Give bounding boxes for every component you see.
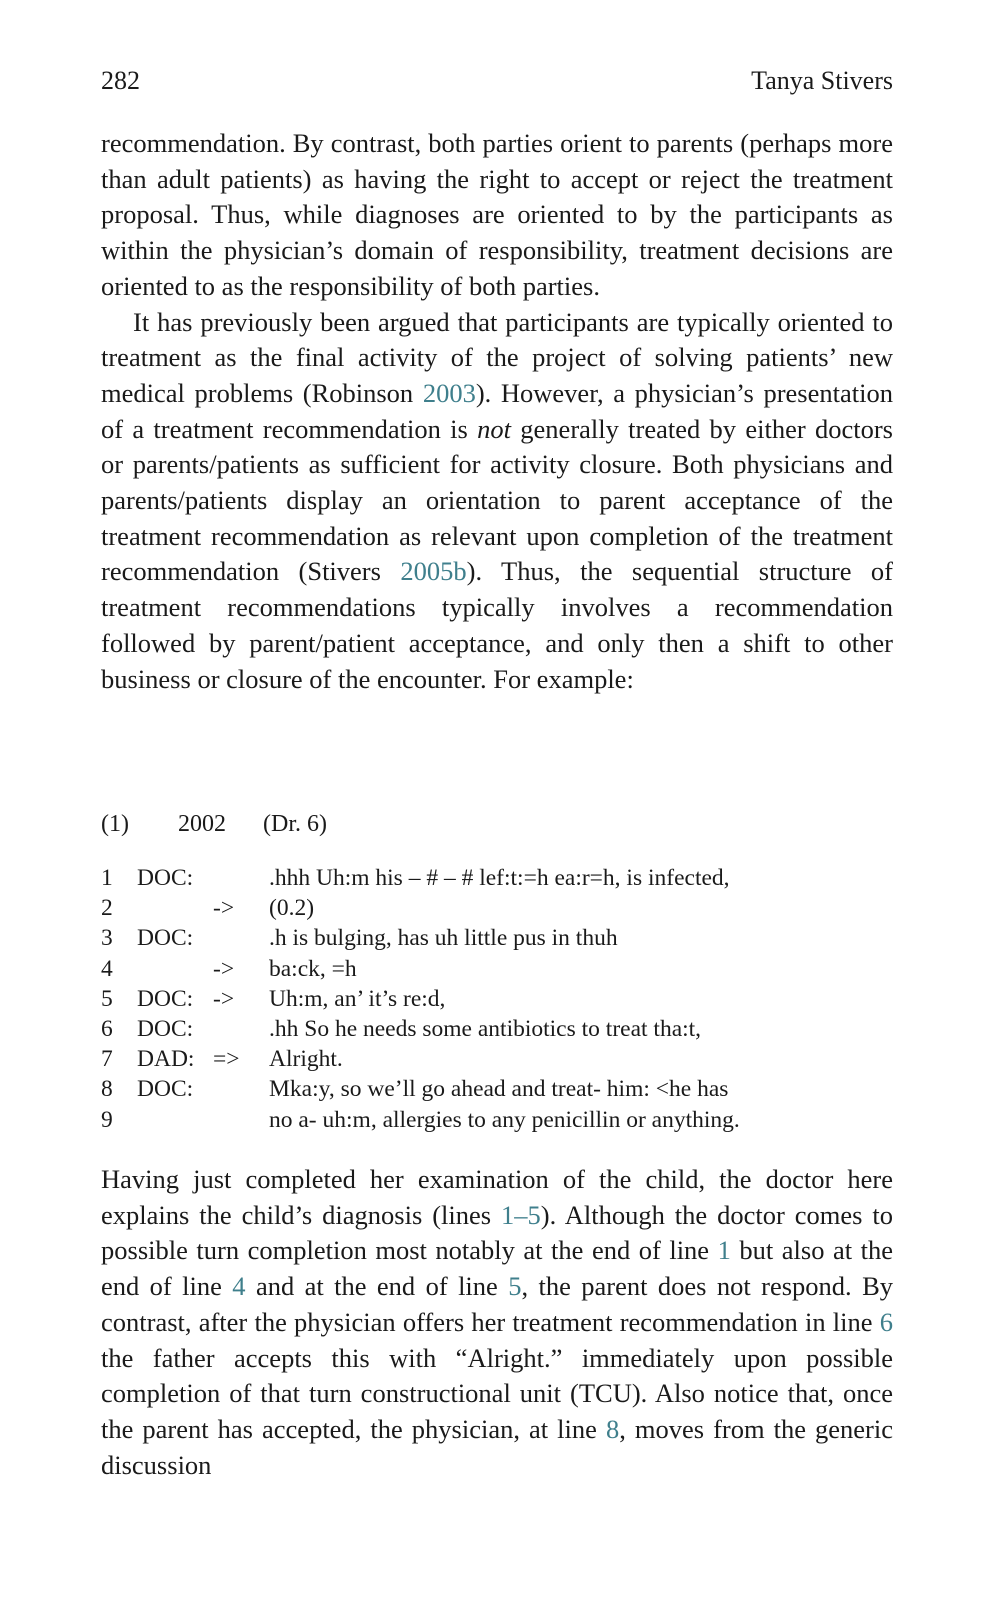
- utterance-text: Uh:m, an’ it’s re:d,: [269, 985, 446, 1012]
- transcript-line: [101, 986, 893, 1016]
- transcript-line: [101, 865, 893, 895]
- utterance-text: .h is bulging, has uh little pus in thuh: [269, 925, 618, 952]
- text-run: , the parent does not respond. By contrast, after the physician offers her treatment recommendation in line: [101, 1271, 893, 1337]
- running-header: [101, 66, 893, 100]
- citation-stivers-2005b[interactable]: 2005b: [400, 556, 467, 587]
- utterance-text: .hhh Uh:m his – # – # lef:t:=h ea:r=h, is infected,: [269, 865, 730, 891]
- transcript-line: [101, 1046, 893, 1076]
- emphasis-not: not: [477, 413, 511, 444]
- paragraph-3: [101, 1162, 893, 1483]
- transcript-line: [101, 956, 893, 986]
- text-run: ). However, a physician’s presentation of a treatment recommendation is: [101, 377, 893, 444]
- line-number: 9: [101, 1106, 113, 1133]
- example-source: (Dr. 6): [263, 811, 327, 837]
- line-ref-4[interactable]: 4: [232, 1271, 246, 1302]
- text-run: Having just completed her examination of the child, the doctor here explains the child’s diagnosis (lines: [101, 1164, 893, 1230]
- text-run: the father accepts this with “: [101, 1342, 468, 1373]
- utterance-text: ba:ck, =h: [269, 955, 357, 982]
- text-run: It has previously been argued that participants are typically oriented to treatment as the final activity of the project of solving patients’ new medical problems (Robinson: [101, 306, 893, 408]
- line-ref-8[interactable]: 8: [605, 1413, 620, 1444]
- transcript-line: [101, 1107, 893, 1137]
- line-number: 3: [101, 925, 113, 952]
- text-run: ” immediately upon possible completion of that turn constructional unit (TCU). Also notice that, once the parent has accepted, the physician, at line: [101, 1342, 893, 1444]
- transcript: [101, 865, 893, 1137]
- text-run: ). Thus, the sequential structure of treatment recommendations typically involves a recommendation followed by parent/patient acceptance, and only then a shift to other business or closure of the encounter. For example:: [101, 556, 893, 694]
- utterance-text: Alright.: [269, 1046, 343, 1073]
- arrow-marker: =>: [213, 1046, 240, 1073]
- utterance-text: Mka:y, so we’ll go ahead and treat- him: <he has: [269, 1076, 729, 1103]
- line-ref-1[interactable]: 1: [717, 1235, 731, 1266]
- text-run: and at the end of line: [245, 1271, 509, 1302]
- line-number: 6: [101, 1015, 113, 1042]
- text-run: , moves from the generic discussion: [101, 1413, 894, 1480]
- text-run: but also at the end of line: [101, 1235, 893, 1302]
- text-run: ). Although the doctor comes to possible turn completion most notably at the end of line: [101, 1199, 893, 1266]
- utterance-text: no a- uh:m, allergies to any penicillin or anything.: [269, 1106, 740, 1133]
- line-ref-6[interactable]: 6: [879, 1306, 893, 1337]
- quote-alright: Alright.: [467, 1342, 551, 1373]
- citation-robinson-2003[interactable]: 2003: [422, 377, 476, 408]
- arrow-marker: ->: [213, 895, 235, 922]
- transcript-line: [101, 895, 893, 925]
- body-text: [101, 126, 893, 697]
- running-author: Tanya Stivers: [751, 66, 893, 95]
- speaker-label: DAD:: [137, 1046, 195, 1073]
- transcript-line: [101, 1016, 893, 1046]
- arrow-marker: ->: [213, 985, 235, 1012]
- body-text-after-example: [101, 1162, 893, 1483]
- utterance-text: (0.2): [269, 895, 315, 922]
- utterance-text: .hh So he needs some antibiotics to treat tha:t,: [269, 1015, 702, 1042]
- line-number: 5: [101, 985, 113, 1012]
- line-number: 1: [101, 865, 113, 891]
- text-run: generally treated by either doctors or parents/patients as sufficient for activity closure. Both physicians and parents/patients display an orientation to parent acceptance of the treatment recommendation as relevant upon completion of the treatment recommendation (Stivers: [101, 413, 893, 587]
- speaker-label: DOC:: [137, 865, 194, 891]
- speaker-label: DOC:: [137, 925, 194, 952]
- line-number: 4: [101, 955, 113, 982]
- paragraph-1: recommendation. By contrast, both parties orient to parents (perhaps more than adult patients) as having the right to accept or reject the treatment proposal. Thus, while diagnoses are oriented to by the participants as within the physician’s domain of responsibility, treatment decisions are oriented to as the responsibility of both parties.: [101, 128, 893, 301]
- transcript-line: [101, 1076, 893, 1106]
- line-ref-1-5[interactable]: 1–5: [501, 1199, 541, 1230]
- speaker-label: DOC:: [137, 985, 194, 1012]
- line-number: 2: [101, 895, 113, 922]
- transcript-line: [101, 925, 893, 955]
- speaker-label: DOC:: [137, 1015, 194, 1042]
- page-number: 282: [101, 66, 140, 95]
- arrow-marker: ->: [213, 955, 235, 982]
- line-number: 7: [101, 1046, 113, 1073]
- line-ref-5[interactable]: 5: [508, 1271, 522, 1302]
- example-number: (1): [101, 811, 129, 837]
- example-year: 2002: [178, 811, 226, 837]
- speaker-label: DOC:: [137, 1076, 194, 1103]
- paragraph-2: [101, 305, 893, 698]
- line-number: 8: [101, 1076, 113, 1103]
